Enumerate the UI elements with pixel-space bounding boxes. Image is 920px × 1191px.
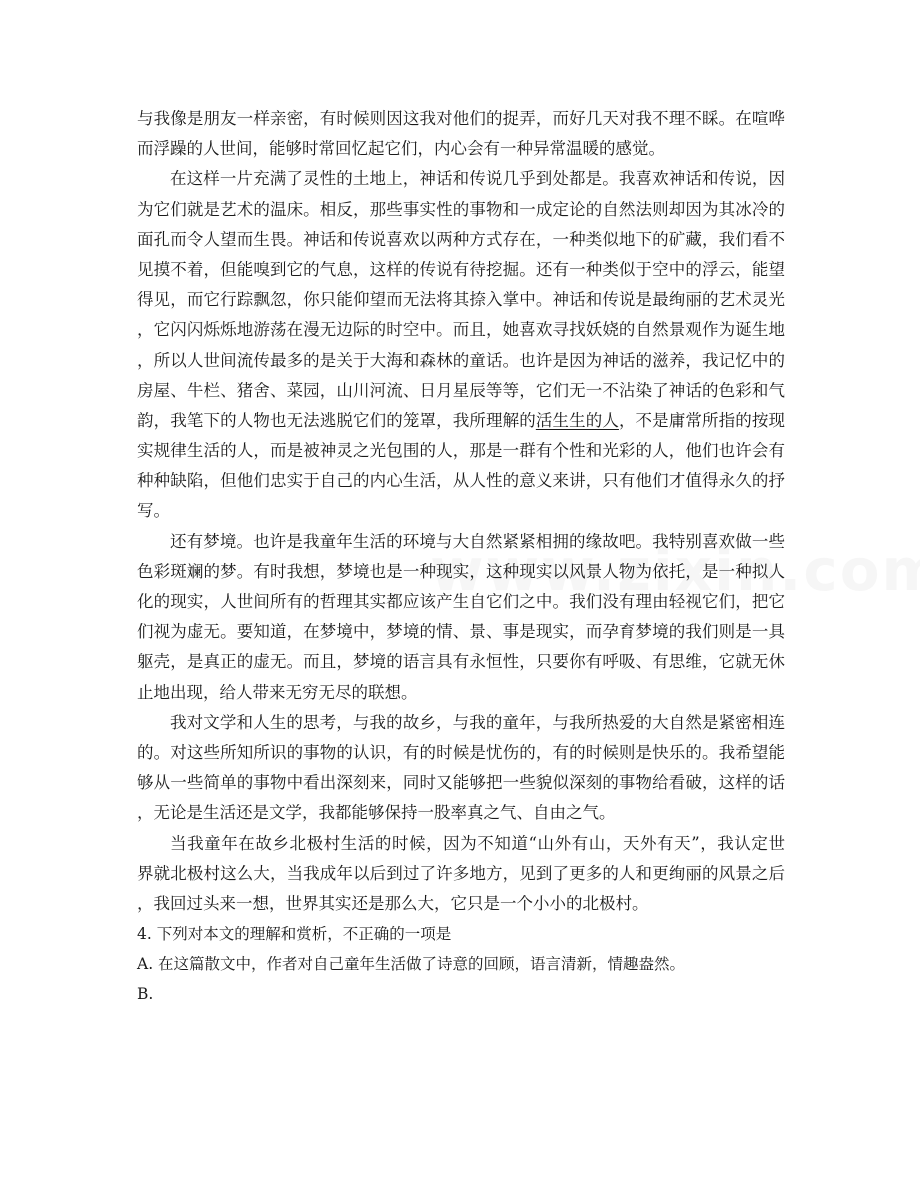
text-line: 实规律生活的人，而是被神灵之光包围的人，那是一群有个性和光彩的人，他们也许会有 bbox=[137, 441, 785, 461]
text-line: 当我童年在故乡北极村生活的时候，因为不知道“山外有山，天外有天”，我认定世 bbox=[170, 833, 785, 853]
paragraph-5 bbox=[137, 829, 785, 920]
text-line: 房屋、牛栏、猪舍、菜园，山川河流、日月星辰等等，它们无一不沾染了神话的色彩和气 bbox=[137, 380, 785, 400]
text-line: 化的现实，人世间所有的哲理其实都应该产生自它们之中。我们没有理由轻视它们，把它 bbox=[137, 592, 785, 611]
text-line: 为它们就是艺术的温床。相反，那些事实性的事物和一成定论的自然法则却因为其冰冷的 bbox=[137, 199, 785, 219]
text-line: 的。对这些所知所识的事物的认识，有的时候是忧伤的，有的时候则是快乐的。我希望能 bbox=[137, 742, 785, 762]
document-body bbox=[137, 104, 785, 1010]
text-line: 而浮躁的人世间，能够时常回忆起它们，内心会有一种异常温暖的感觉。 bbox=[137, 139, 665, 159]
text-line: 与我像是朋友一样亲密，有时候则因这我对他们的捉弄，而好几天对我不理不睬。在喧哗 bbox=[137, 109, 785, 128]
paragraph-3 bbox=[137, 527, 785, 708]
text-segment: 韵，我笔下的人物也无法逃脱它们的笼罩，我所理解的 bbox=[137, 410, 536, 430]
text-line: 躯壳，是真正的虚无。而且，梦境的语言具有永恒性，只要你有呼吸、有思维，它就无休 bbox=[137, 652, 785, 672]
text-line: 面孔而令人望而生畏。神话和传说喜欢以两种方式存在，一种类似地下的矿藏，我们看不 bbox=[137, 229, 785, 249]
text-line: 我对文学和人生的思考，与我的故乡，与我的童年，与我所热爱的大自然是紧密相连 bbox=[170, 712, 785, 732]
text-line: 够从一些简单的事物中看出深刻来，同时又能够把一些貌似深刻的事物给看破，这样的话 bbox=[137, 773, 785, 793]
paragraph-2 bbox=[137, 164, 785, 526]
option-b: B. bbox=[137, 985, 154, 1004]
text-line: 写。 bbox=[137, 501, 170, 521]
text-line: 得见，而它行踪飘忽，你只能仰望而无法将其捺入掌中。神话和传说是最绚丽的艺术灵光 bbox=[137, 290, 785, 310]
text-line: 止地出现，给人带来无穷无尽的联想。 bbox=[137, 682, 418, 702]
text-line: ，无论是生活还是文学，我都能够保持一股率真之气、自由之气。 bbox=[137, 803, 616, 823]
text-line: ，它闪闪烁烁地游荡在漫无边际的时空中。而且，她喜欢寻找妖娆的自然景观作为诞生地 bbox=[137, 320, 785, 340]
text-segment: ，不是庸常所指的按现 bbox=[618, 410, 785, 430]
text-line: 种种缺陷，但他们忠实于自己的内心生活，从人性的意义来讲，只有他们才值得永久的抒 bbox=[137, 471, 785, 491]
paragraph-4 bbox=[137, 708, 785, 829]
text-line: 还有梦境。也许是我童年生活的环境与大自然紧紧相拥的缘故吧。我特别喜欢做一些 bbox=[170, 531, 785, 551]
text-line bbox=[137, 406, 785, 436]
text-line: 在这样一片充满了灵性的土地上，神话和传说几乎到处都是。我喜欢神话和传说，因 bbox=[170, 169, 785, 189]
text-line: 色彩斑斓的梦。有时我想，梦境也是一种现实，这种现实以风景人物为依托，是一种拟人 bbox=[137, 561, 785, 581]
text-line: 界就北极村这么大，当我成年以后到过了许多地方，见到了更多的人和更绚丽的风景之后 bbox=[137, 863, 785, 883]
question-stem: 4. 下列对本文的理解和赏析，不正确的一项是 bbox=[137, 925, 452, 944]
text-line: ，我回过头来一想，世界其实还是那么大，它只是一个小小的北极村。 bbox=[137, 893, 649, 913]
paragraph-1 bbox=[137, 104, 785, 164]
underlined-phrase: 活生生的人 bbox=[535, 410, 619, 430]
option-a: A. 在这篇散文中，作者对自己童年生活做了诗意的回顾，语言清新，情趣盎然。 bbox=[137, 955, 686, 974]
text-line: 见摸不着，但能嗅到它的气息，这样的传说有待挖掘。还有一种类似于空中的浮云，能望 bbox=[137, 259, 785, 279]
question-block bbox=[137, 919, 785, 1010]
text-line: 们视为虚无。要知道，在梦境中，梦境的情、景、事是现实，而孕育梦境的我们则是一具 bbox=[137, 622, 785, 642]
text-line: ，所以人世间流传最多的是关于大海和森林的童话。也许是因为神话的滋养，我记忆中的 bbox=[137, 350, 785, 370]
